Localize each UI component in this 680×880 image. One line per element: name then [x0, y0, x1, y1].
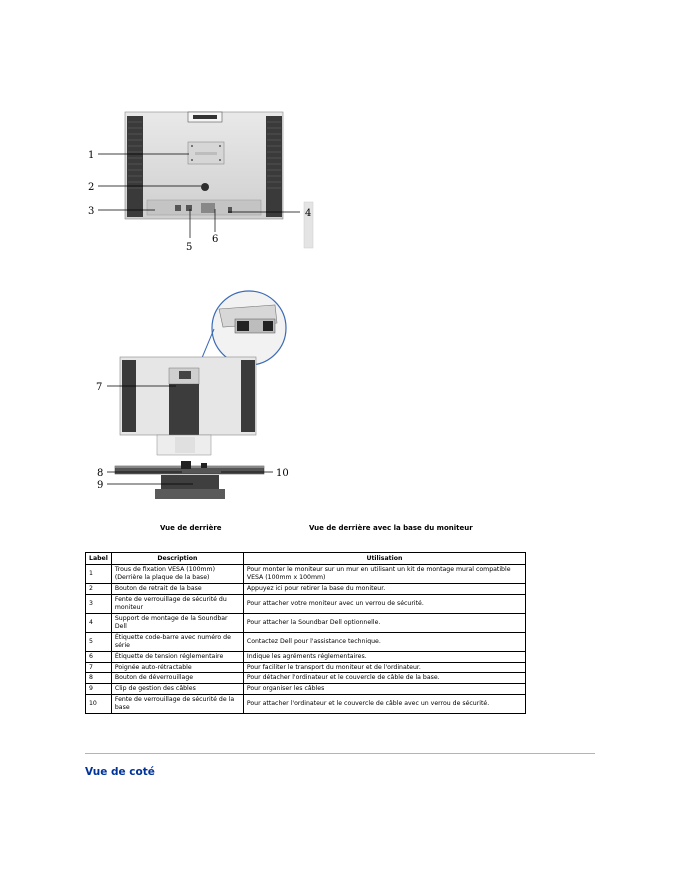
row-description: Fente de verrouillage de sécurité de la base: [111, 694, 243, 713]
row-description: Fente de verrouillage de sécurité du moniteur: [111, 594, 243, 613]
header-usage: Utilisation: [243, 553, 525, 565]
callout-2: 2: [88, 182, 95, 193]
callout-4: 4: [305, 208, 312, 219]
callout-1: 1: [88, 150, 95, 161]
table-row: [86, 662, 526, 673]
table-row: [86, 694, 526, 713]
row-usage: Pour organiser les câbles: [243, 684, 525, 695]
table-row: [86, 632, 526, 651]
row-label: 5: [86, 632, 112, 651]
rear-view-figure: [85, 108, 325, 253]
row-label: 7: [86, 662, 112, 673]
row-usage: Appuyez ici pour retirer la base du moniteur.: [243, 584, 525, 595]
table-row: [86, 651, 526, 662]
header-label: Label: [86, 553, 112, 565]
row-description: Clip de gestion des câbles: [111, 684, 243, 695]
row-usage: Pour détacher l'ordinateur et le couvercle de câble de la base.: [243, 673, 525, 684]
row-description: Étiquette de tension réglementaire: [111, 651, 243, 662]
row-usage: Indique les agréments réglementaires.: [243, 651, 525, 662]
rear-view-stand-caption: Vue de derrière avec la base du moniteur: [309, 524, 473, 532]
row-description: Bouton de retrait de la base: [111, 584, 243, 595]
table-row: [86, 584, 526, 595]
row-label: 3: [86, 594, 112, 613]
table-row: [86, 613, 526, 632]
callout-9: 9: [97, 480, 104, 491]
section-title: Vue de coté: [85, 766, 155, 778]
row-usage: Pour attacher l'ordinateur et le couvercle de câble avec un verrou de sécurité.: [243, 694, 525, 713]
callout-8: 8: [97, 468, 104, 479]
rear-view-stand-figure: [85, 285, 310, 500]
rear-view-caption: Vue de derrière: [160, 524, 222, 532]
row-usage: Pour faciliter le transport du moniteur et de l'ordinateur.: [243, 662, 525, 673]
table-row: [86, 565, 526, 584]
row-description: Étiquette code-barre avec numéro de série: [111, 632, 243, 651]
table-row: [86, 673, 526, 684]
table-row: [86, 594, 526, 613]
row-description: Poignée auto-rétractable: [111, 662, 243, 673]
row-label: 9: [86, 684, 112, 695]
monitor-back-illustration: [125, 112, 313, 248]
spec-table: [85, 552, 526, 714]
table-row: [86, 684, 526, 695]
section-divider: [85, 753, 595, 754]
row-usage: Pour attacher la Soundbar Dell optionnelle.: [243, 613, 525, 632]
header-description: Description: [111, 553, 243, 565]
row-label: 10: [86, 694, 112, 713]
row-label: 6: [86, 651, 112, 662]
row-description: Support de montage de la Soundbar Dell: [111, 613, 243, 632]
callout-7: 7: [96, 382, 103, 393]
callout-10: 10: [276, 468, 289, 479]
row-description: Trous de fixation VESA (100mm) (Derrière la plaque de la base): [111, 565, 243, 584]
row-usage: Contactez Dell pour l'assistance technique.: [243, 632, 525, 651]
row-description: Bouton de déverrouillage: [111, 673, 243, 684]
callout-3: 3: [88, 206, 95, 217]
row-label: 2: [86, 584, 112, 595]
monitor-stand-illustration: [115, 291, 286, 499]
row-label: 8: [86, 673, 112, 684]
row-label: 1: [86, 565, 112, 584]
callout-5: 5: [186, 242, 193, 253]
callout-6: 6: [212, 234, 219, 245]
table-header-row: [86, 553, 526, 565]
row-usage: Pour attacher votre moniteur avec un verrou de sécurité.: [243, 594, 525, 613]
row-label: 4: [86, 613, 112, 632]
row-usage: Pour monter le moniteur sur un mur en utilisant un kit de montage mural compatible VESA (100mm x 100mm): [243, 565, 525, 584]
